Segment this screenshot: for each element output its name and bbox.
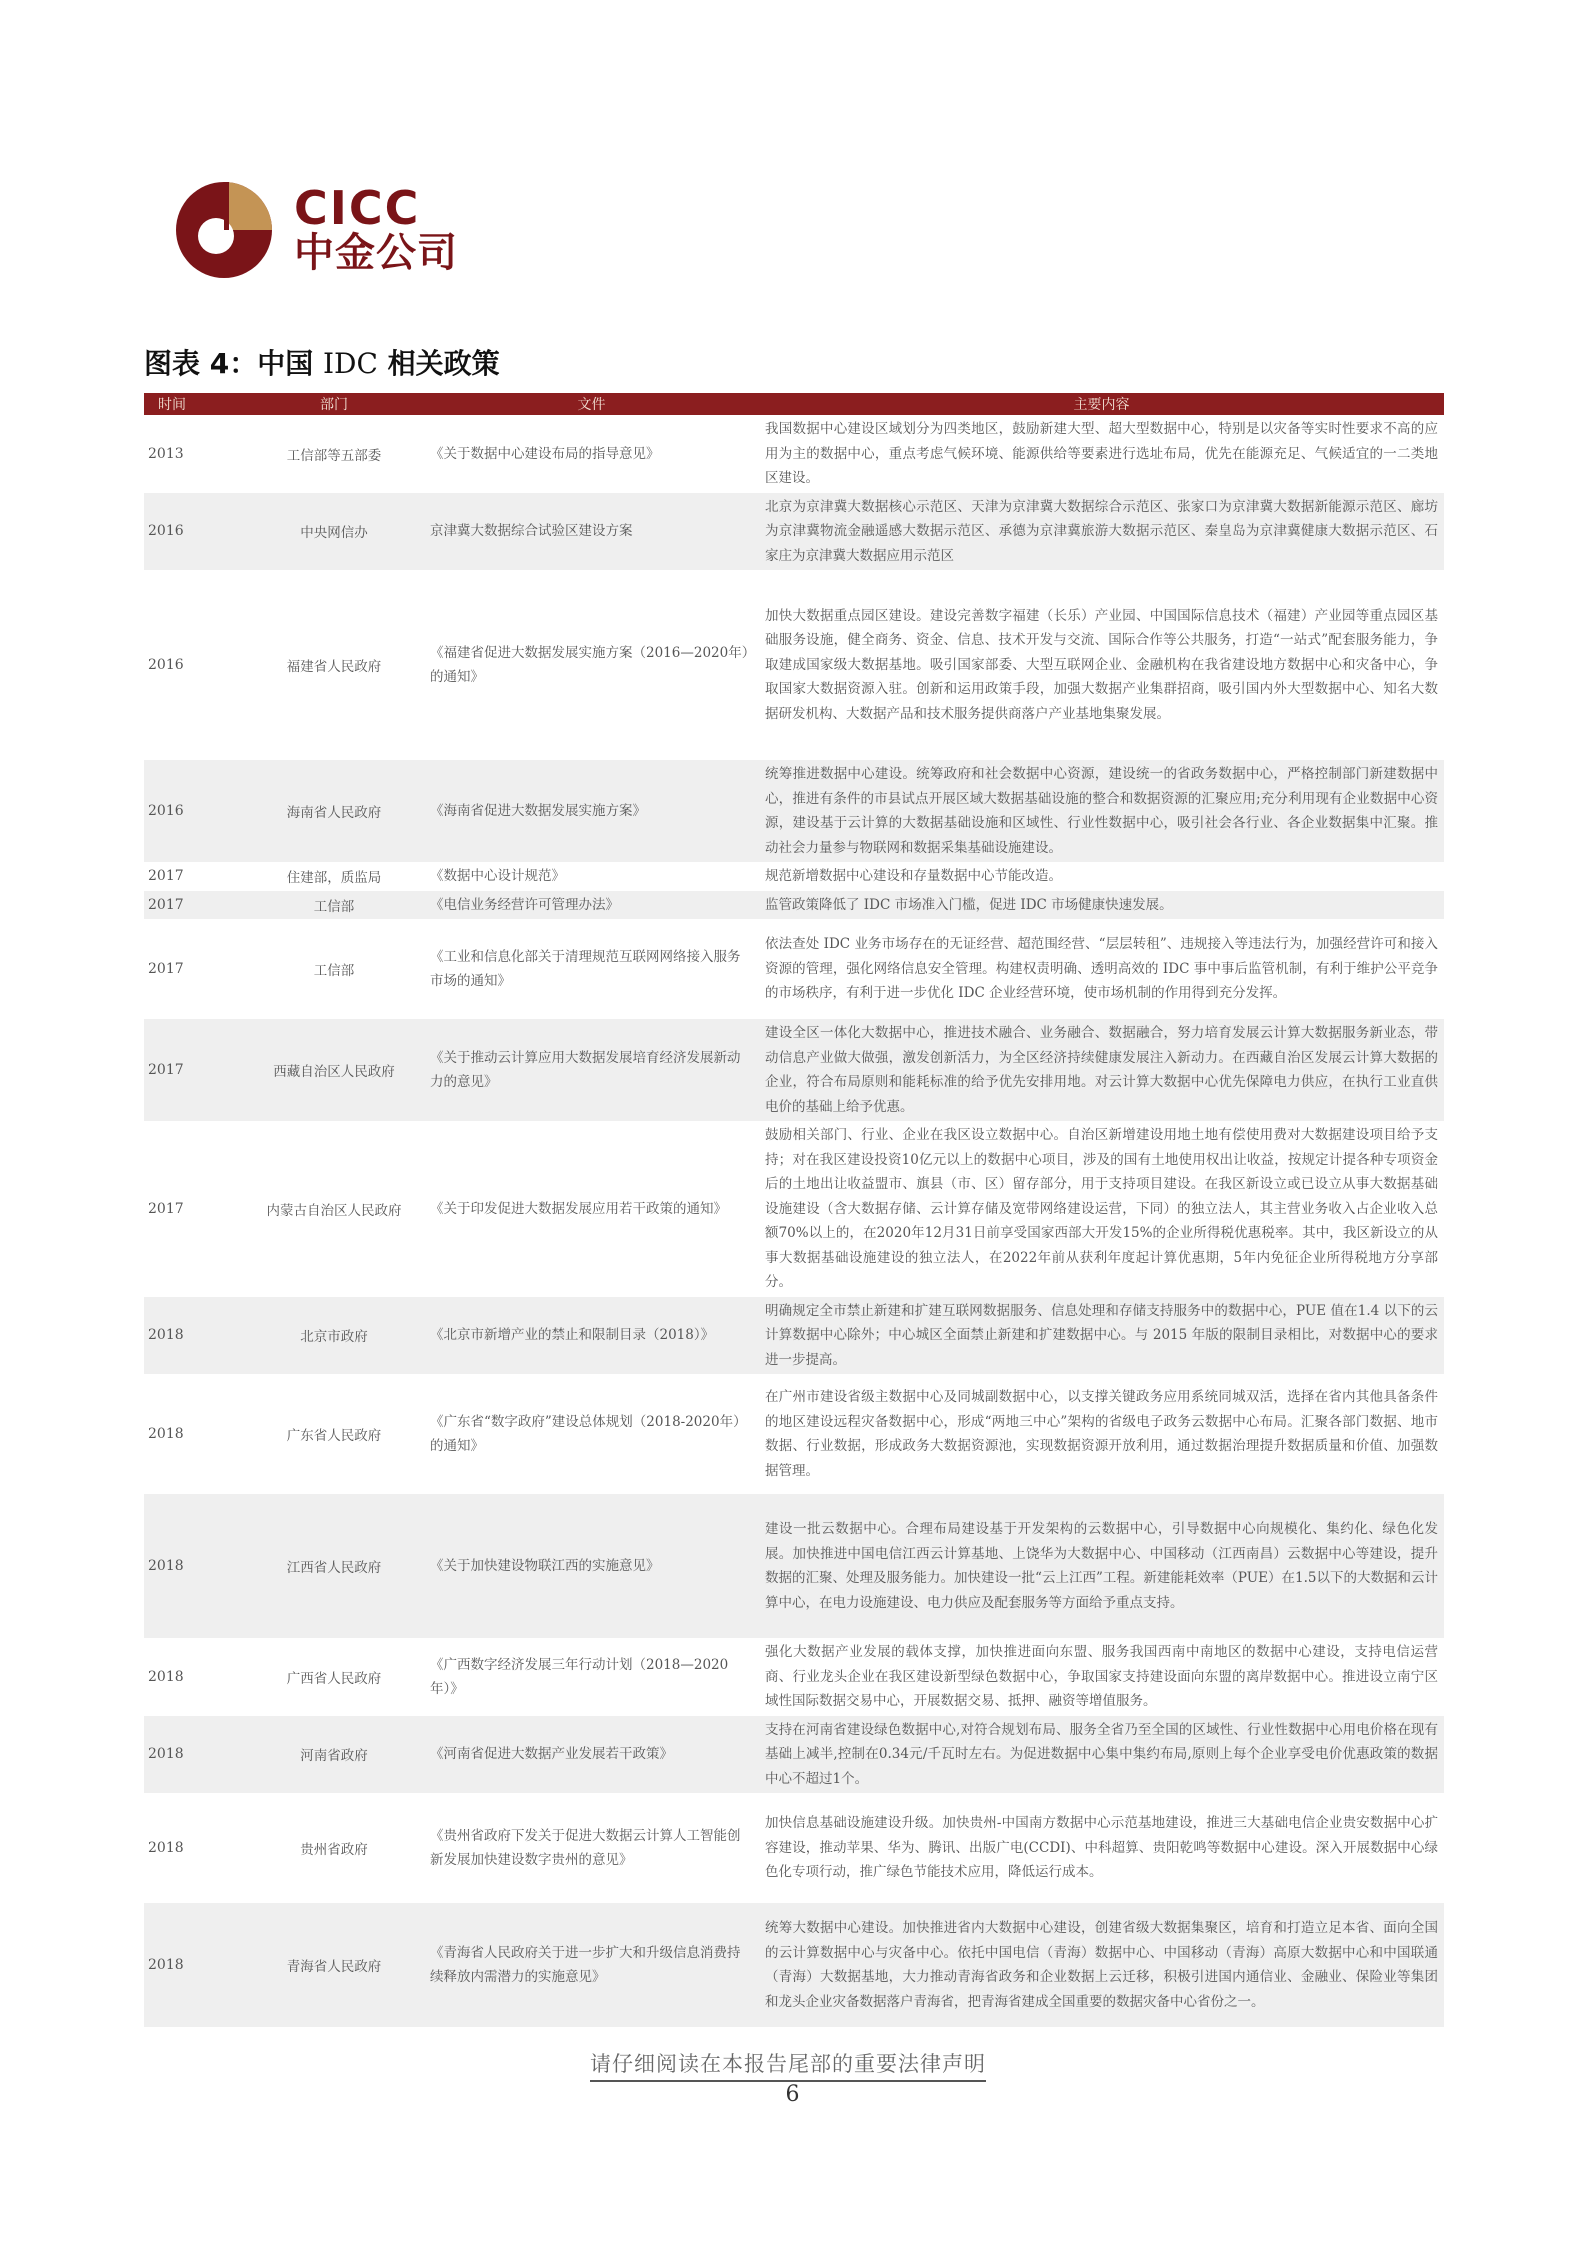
column-header-year: 时间 [144, 393, 244, 415]
cell-dept: 北京市政府 [244, 1297, 424, 1375]
table-row [144, 1793, 1444, 1903]
policy-table [144, 393, 1444, 2027]
legal-disclaimer-link[interactable]: 请仔细阅读在本报告尾部的重要法律声明 [590, 2048, 986, 2082]
cell-file: 《广东省“数字政府”建设总体规划（2018-2020年）的通知》 [430, 1414, 747, 1454]
table-header-row [144, 393, 1444, 415]
figure-title-suffix: 相关政策 [387, 347, 500, 380]
cell-year: 2016 [148, 657, 184, 673]
cell-content: 北京为京津冀大数据核心示范区、天津为京津冀大数据综合示范区、张家口为京津冀大数据新能源示范区、廊坊为京津冀物流金融遥感大数据示范区、承德为京津冀旅游大数据示范区、秦皇岛为京津冀健康大数据示范区、石家庄为京津冀大数据应用示范区 [759, 493, 1444, 571]
cell-file: 《青海省人民政府关于进一步扩大和升级信息消费持续释放内需潜力的实施意见》 [424, 1903, 759, 2027]
figure-title-latin: IDC [322, 347, 378, 380]
cell-file: 《北京市新增产业的禁止和限制目录（2018）》 [424, 1297, 759, 1375]
cell-dept: 贵州省政府 [300, 1842, 368, 1858]
cell-content: 鼓励相关部门、行业、企业在我区设立数据中心。自治区新增建设用地土地有偿使用费对大数据建设项目给予支持；对在我区建设投资10亿元以上的数据中心项目，涉及的国有土地使用权出让收益，按规定计提各种专项资金后的土地出让收益盟市、旗县（市、区）留存部分，用于支持项目建设。在我区新设立或已设立从事大数据基础设施建设（含大数据存储、云计算存储及宽带网络建设运营，下同）的独立法人，其主营业务收入占企业收入总额70%以上的，在2020年12月31日前享受国家西部大开发15%的企业所得税优惠税率。其中，我区新设立的从事大数据基础设施建设的独立法人，在2022年前从获利年度起计算优惠期，5年内免征企业所得税地方分享部分。 [765, 1127, 1438, 1290]
cell-content: 监管政策降低了 IDC 市场准入门槛，促进 IDC 市场健康快速发展。 [759, 891, 1444, 920]
cell-year: 2018 [148, 1668, 184, 1685]
cell-dept: 工信部 [313, 963, 355, 979]
cell-content: 强化大数据产业发展的载体支撑，加快推进面向东盟、服务我国西南中南地区的数据中心建设，支持电信运营商、行业龙头企业在我区建设新型绿色数据中心，争取国家支持建设面向东盟的离岸数据中心。推进设立南宁区域性国际数据交易中心，开展数据交易、抵押、融资等增值服务。 [765, 1644, 1438, 1709]
cell-year: 2018 [144, 1494, 244, 1638]
cell-file: 《电信业务经营许可管理办法》 [424, 891, 759, 920]
cell-content: 统筹推进数据中心建设。统筹政府和社会数据中心资源，建设统一的省政务数据中心，严格控制部门新建数据中心，推进有条件的市县试点开展区域大数据基础设施的整合和数据资源的汇聚应用;充分利用现有企业数据中心资源，建设基于云计算的大数据基础设施和区域性、行业性数据中心，吸引社会各行业、各企业数据集中汇聚。推动社会力量参与物联网和数据采集基础设施建设。 [759, 760, 1444, 862]
table-row [144, 1019, 1444, 1121]
cell-year: 2018 [144, 1716, 244, 1794]
cell-file: 《关于数据中心建设布局的指导意见》 [430, 445, 660, 462]
cell-content: 支持在河南省建设绿色数据中心,对符合规划布局、服务全省乃至全国的区域性、行业性数据中心用电价格在现有基础上减半,控制在0.34元/千瓦时左右。为促进数据中心集中集约布局,原则上每个企业享受电价优惠政策的数据中心不超过1个。 [759, 1716, 1444, 1794]
cell-file: 《海南省促进大数据发展实施方案》 [424, 760, 759, 862]
cell-dept: 青海省人民政府 [244, 1903, 424, 2027]
table-row [144, 1121, 1444, 1297]
column-header-dept: 部门 [244, 393, 424, 415]
cell-dept: 内蒙古自治区人民政府 [266, 1202, 402, 1219]
cell-year: 2017 [148, 868, 184, 885]
cell-content: 依法查处 IDC 业务市场存在的无证经营、超范围经营、“层层转租”、违规接入等违法行为，加强经营许可和接入资源的管理，强化网络信息安全管理。构建权责明确、透明高效的 IDC 事中事后监管机制，有利于维护公平竞争的市场秩序，有利于进一步优化 IDC 企业经营环境，使市场机制的作用得到充分发挥。 [765, 936, 1438, 1002]
cell-year: 2016 [144, 760, 244, 862]
cell-year: 2018 [144, 1903, 244, 2027]
cell-dept: 广东省人民政府 [286, 1428, 382, 1444]
cell-content: 规范新增数据中心建设和存量数据中心节能改造。 [765, 868, 1062, 884]
logo-text-en: CICC [294, 181, 421, 235]
cicc-logo-icon [172, 178, 280, 283]
cell-dept: 住建部，质监局 [286, 870, 382, 887]
cell-dept: 工信部 [244, 891, 424, 920]
cell-file: 《河南省促进大数据产业发展若干政策》 [424, 1716, 759, 1794]
cell-file: 《关于加快建设物联江西的实施意见》 [424, 1494, 759, 1638]
cell-content: 加快信息基础设施建设升级。加快贵州-中国南方数据中心示范基地建设，推进三大基础电信企业贵安数据中心扩容建设，推动苹果、华为、腾讯、出版广电(CCDI)、中科超算、贵阳乾鸣等数据中心建设。深入开展数据中心绿色化专项行动，推广绿色节能技术应用，降低运行成本。 [765, 1815, 1438, 1881]
cicc-logo [172, 178, 472, 283]
cell-file: 《关于推动云计算应用大数据发展培育经济发展新动力的意见》 [424, 1019, 759, 1121]
figure-title-prefix: 图表 4：中国 [144, 347, 314, 380]
table-row [144, 1716, 1444, 1794]
table-row [144, 1297, 1444, 1375]
cell-content: 建设全区一体化大数据中心，推进技术融合、业务融合、数据融合，努力培育发展云计算大数据服务新业态，带动信息产业做大做强，激发创新活力，为全区经济持续健康发展注入新动力。在西藏自治区发展云计算大数据的企业，符合布局原则和能耗标准的给予优先安排用地。对云计算大数据中心优先保障电力供应，在执行工业直供电价的基础上给予优惠。 [759, 1019, 1444, 1121]
logo-text-cn: 中金公司 [294, 230, 458, 276]
column-header-file: 文件 [424, 393, 759, 415]
cell-dept: 河南省政府 [244, 1716, 424, 1794]
cell-year: 2017 [144, 1019, 244, 1121]
table-row [144, 493, 1444, 571]
cell-dept: 广西省人民政府 [286, 1670, 382, 1687]
cell-dept: 西藏自治区人民政府 [244, 1019, 424, 1121]
table-row [144, 919, 1444, 1019]
cell-file: 《工业和信息化部关于清理规范互联网网络接入服务市场的通知》 [430, 949, 741, 989]
table-row [144, 1494, 1444, 1638]
cell-year: 2018 [148, 1840, 184, 1856]
table-row [144, 891, 1444, 920]
cell-year: 2018 [144, 1297, 244, 1375]
cell-dept: 江西省人民政府 [244, 1494, 424, 1638]
column-header-content: 主要内容 [759, 393, 1444, 415]
cell-year: 2013 [148, 445, 184, 462]
cell-file: 《关于印发促进大数据发展应用若干政策的通知》 [430, 1200, 727, 1217]
cell-dept: 福建省人民政府 [286, 659, 382, 675]
cell-content: 加快大数据重点园区建设。建设完善数字福建（长乐）产业园、中国国际信息技术（福建）产业园等重点园区基础服务设施，健全商务、资金、信息、技术开发与交流、国际合作等公共服务，打造“一站式”配套服务能力，争取建成国家级大数据基地。吸引国家部委、大型互联网企业、金融机构在我省建设地方数据中心和灾备中心，争取国家大数据资源入驻。创新和运用政策手段，加强大数据产业集群招商，吸引国内外大型数据中心、知名大数据研发机构、大数据产品和技术服务提供商落户产业基地集聚发展。 [765, 607, 1438, 722]
cell-content: 我国数据中心建设区域划分为四类地区，鼓励新建大型、超大型数据中心，特别是以灾备等实时性要求不高的应用为主的数据中心，重点考虑气候环境、能源供给等要素进行选址布局，优先在能源充足、气候适宜的一二类地区建设。 [765, 421, 1438, 486]
cell-file: 《福建省促进大数据发展实施方案（2016—2020年）的通知》 [430, 645, 749, 685]
cell-content: 明确规定全市禁止新建和扩建互联网数据服务、信息处理和存储支持服务中的数据中心，PUE 值在1.4 以下的云计算数据中心除外；中心城区全面禁止新建和扩建数据中心。与 2015 年版的限制目录相比，对数据中心的要求进一步提高。 [759, 1297, 1444, 1375]
cell-content: 建设一批云数据中心。合理布局建设基于开发架构的云数据中心，引导数据中心向规模化、集约化、绿色化发展。加快推进中国电信江西云计算基地、上饶华为大数据中心、中国移动（江西南昌）云数据中心等建设，提升数据的汇聚、处理及服务能力。加快建设一批“云上江西”工程。新建能耗效率（PUE）在1.5以下的大数据和云计算中心，在电力设施建设、电力供应及配套服务等方面给予重点支持。 [759, 1494, 1444, 1638]
table-row [144, 760, 1444, 862]
table-row [144, 1903, 1444, 2027]
figure-title [144, 342, 500, 382]
cell-year: 2017 [144, 891, 244, 920]
table-row [144, 862, 1444, 891]
cell-dept: 工信部等五部委 [286, 447, 382, 464]
table-row [144, 1638, 1444, 1716]
cell-dept: 海南省人民政府 [244, 760, 424, 862]
table-row [144, 1374, 1444, 1494]
cell-file: 《广西数字经济发展三年行动计划（2018—2020年）》 [430, 1656, 729, 1697]
cell-content: 统筹大数据中心建设。加快推进省内大数据中心建设，创建省级大数据集聚区，培育和打造立足本省、面向全国的云计算数据中心与灾备中心。依托中国电信（青海）数据中心、中国移动（青海）高原大数据中心和中国联通（青海）大数据基地，大力推动青海省政务和企业数据上云迁移，积极引进国内通信业、金融业、保险业等集团和龙头企业灾备数据落户青海省，把青海省建成全国重要的数据灾备中心省份之一。 [759, 1903, 1444, 2027]
cell-year: 2017 [148, 1200, 184, 1217]
cell-dept: 中央网信办 [244, 493, 424, 571]
table-row [144, 415, 1444, 493]
cell-file: 京津冀大数据综合试验区建设方案 [424, 493, 759, 571]
page-number: 6 [785, 2082, 800, 2107]
table-row [144, 570, 1444, 760]
cell-year: 2016 [144, 493, 244, 571]
cell-year: 2018 [148, 1426, 184, 1442]
cell-year: 2017 [148, 961, 184, 977]
cell-file: 《贵州省政府下发关于促进大数据云计算人工智能创新发展加快建设数字贵州的意见》 [430, 1828, 741, 1868]
cell-file: 《数据中心设计规范》 [430, 868, 565, 885]
cell-content: 在广州市建设省级主数据中心及同城副数据中心，以支撑关键政务应用系统同城双活，选择在省内其他具备条件的地区建设远程灾备数据中心，形成“两地三中心”架构的省级电子政务云数据中心布局。汇聚各部门数据、地市数据、行业数据，形成政务大数据资源池，实现数据资源开放利用，通过数据治理提升数据质量和价值、加强数据管理。 [765, 1389, 1438, 1479]
